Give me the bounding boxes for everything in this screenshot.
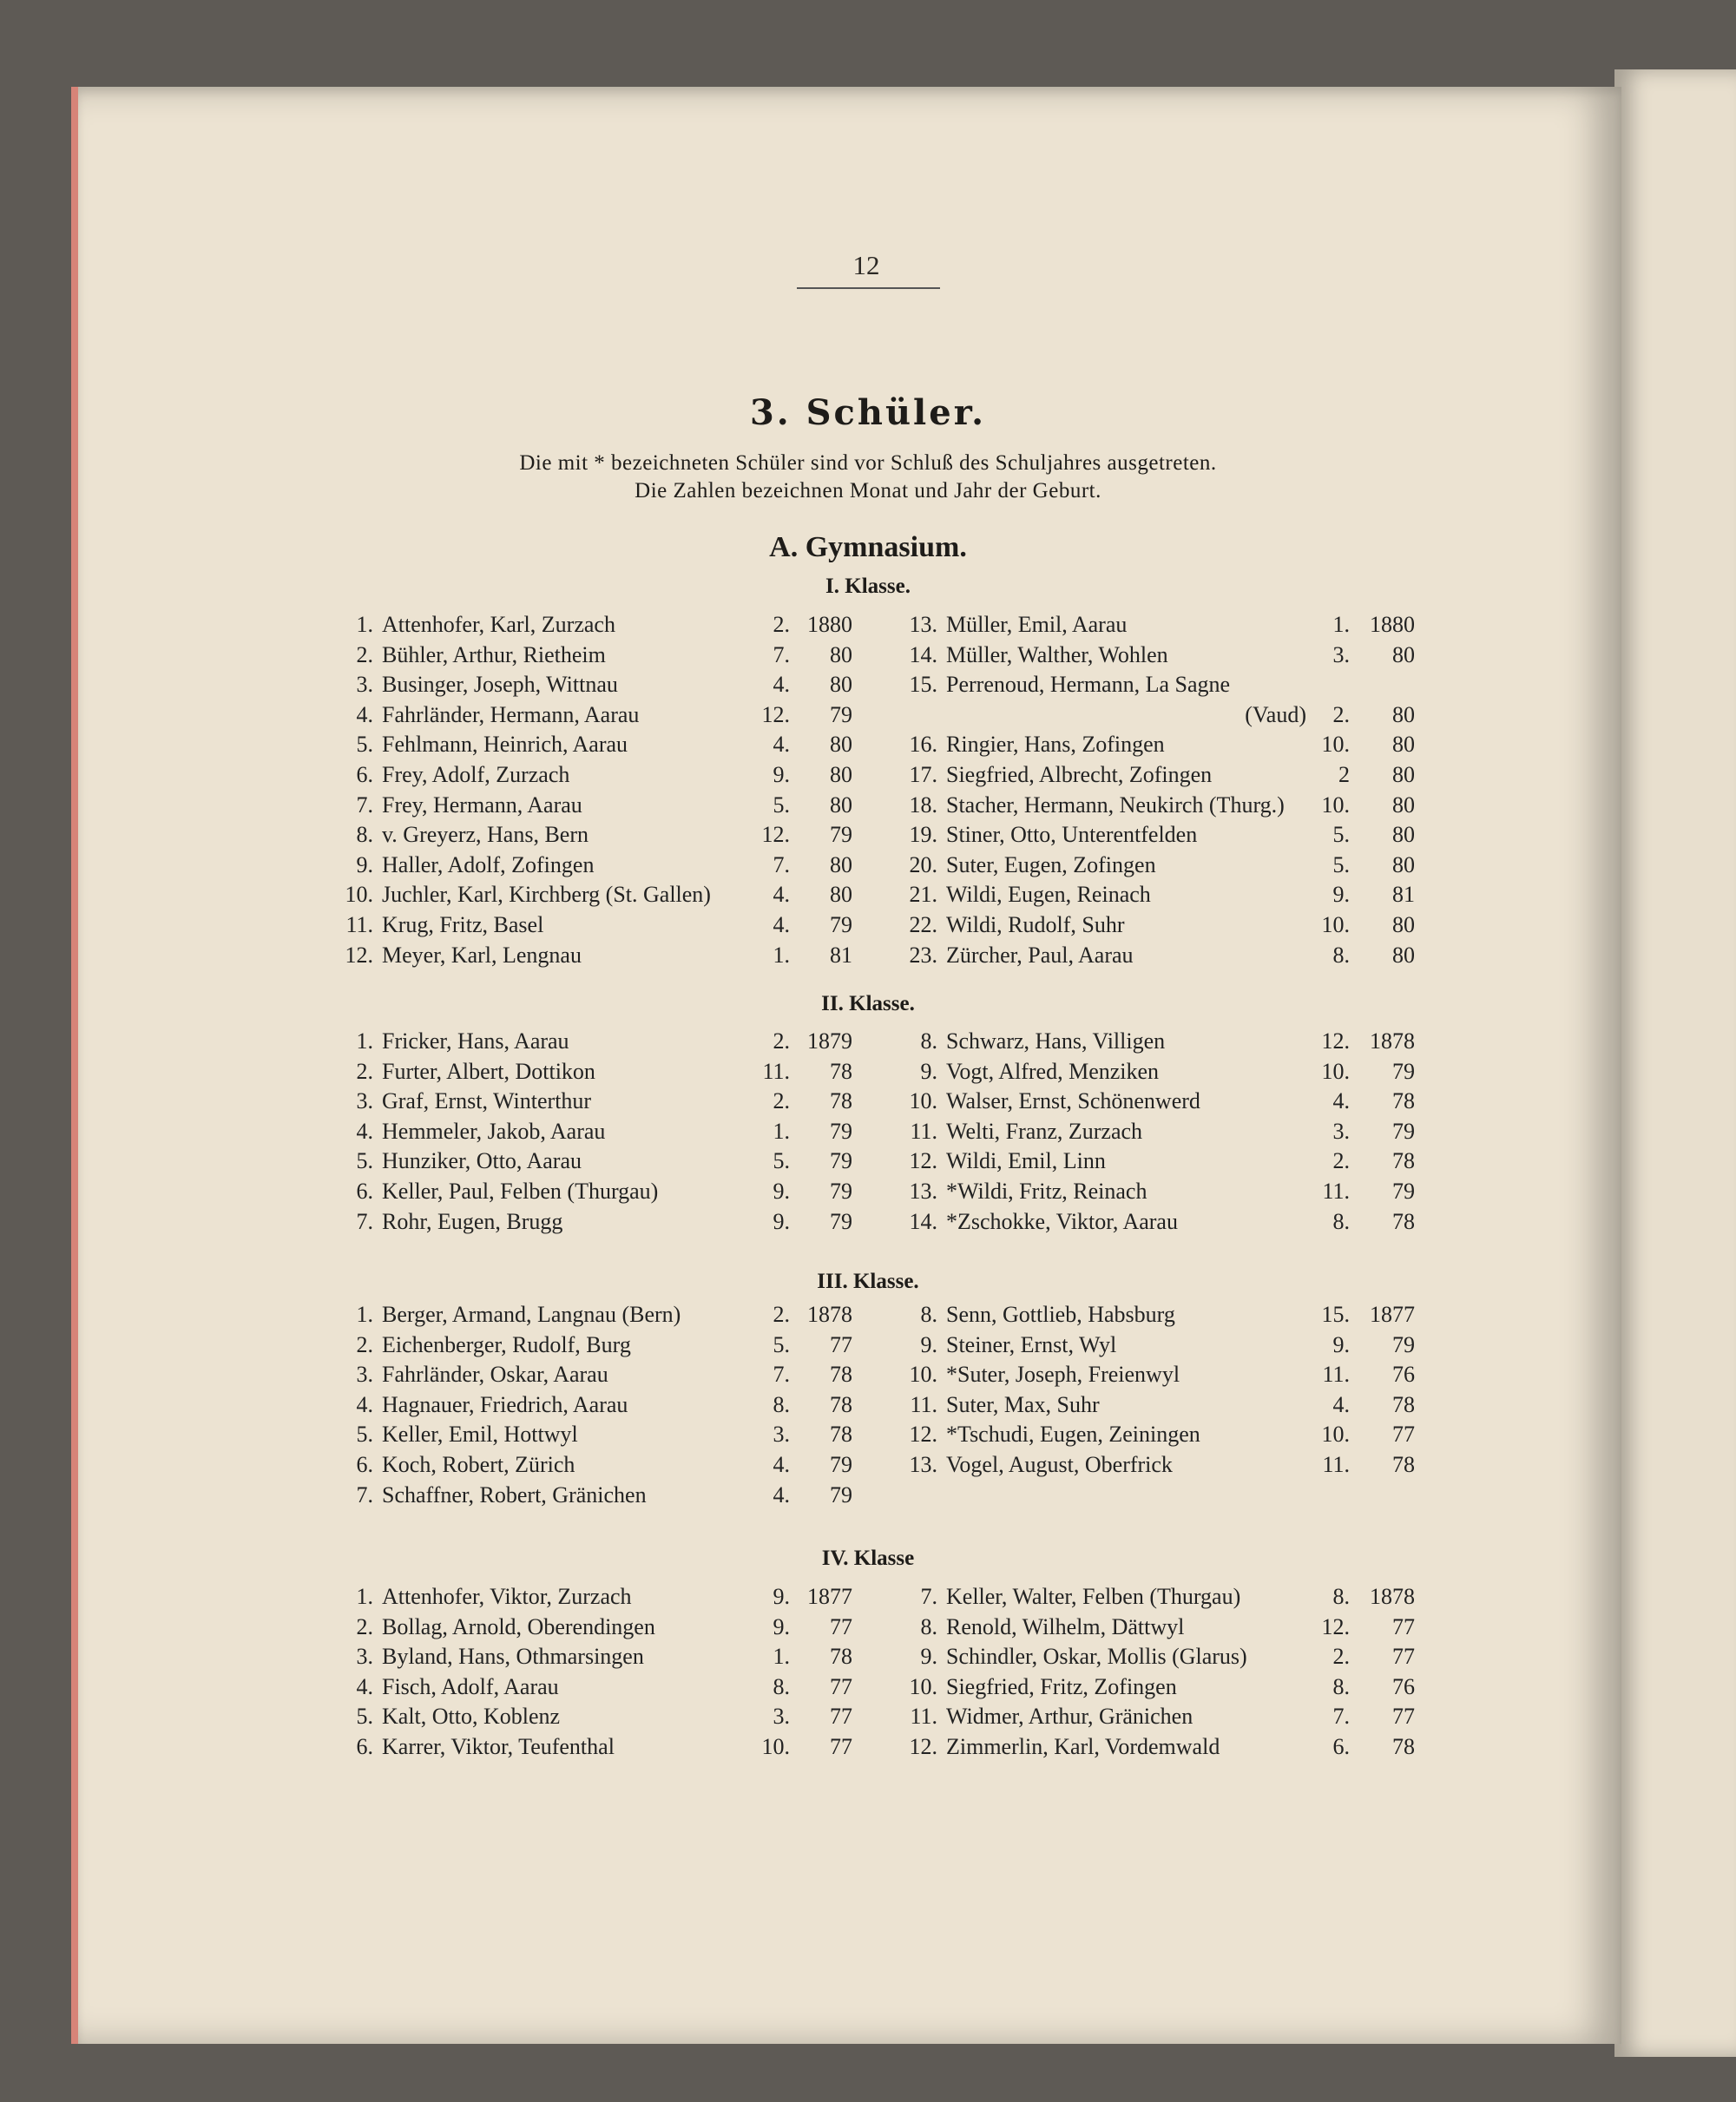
student-name: Eichenberger, Rudolf, Burg bbox=[382, 1331, 631, 1357]
gymnasium-heading: A. Gymnasium. bbox=[769, 531, 967, 563]
entry-number: 5. bbox=[356, 1148, 373, 1174]
birth-month: 5. bbox=[773, 792, 790, 818]
student-name: Berger, Armand, Langnau (Bern) bbox=[382, 1302, 681, 1327]
student-name: v. Greyerz, Hans, Bern bbox=[382, 822, 589, 848]
entry-number: 12. bbox=[909, 1148, 937, 1174]
student-name: Koch, Robert, Zürich bbox=[382, 1452, 575, 1477]
birth-month: 3. bbox=[1332, 1118, 1350, 1144]
birth-year: 78 bbox=[830, 1088, 852, 1114]
student-name: Frey, Adolf, Zurzach bbox=[382, 762, 570, 787]
birth-year: 1880 bbox=[1370, 612, 1415, 637]
birth-month: 11. bbox=[1322, 1452, 1350, 1477]
entry-number: 2. bbox=[356, 641, 373, 667]
student-name: Businger, Joseph, Wittnau bbox=[382, 672, 618, 698]
entry-number: 17. bbox=[909, 762, 937, 787]
birth-year: 77 bbox=[830, 1673, 852, 1699]
student-name: Byland, Hans, Othmarsingen bbox=[382, 1644, 644, 1670]
entry-number: 15. bbox=[909, 672, 937, 698]
birth-year: 1877 bbox=[1370, 1302, 1415, 1327]
student-name: (Vaud) bbox=[1245, 701, 1306, 727]
birth-month: 15. bbox=[1321, 1302, 1350, 1327]
birth-year: 80 bbox=[830, 792, 852, 818]
entry-number: 10. bbox=[909, 1362, 937, 1388]
birth-month: 1. bbox=[773, 1644, 790, 1670]
entry-number: 8. bbox=[920, 1028, 937, 1054]
entry-number: 5. bbox=[356, 1422, 373, 1448]
student-name: Ringier, Hans, Zofingen bbox=[946, 732, 1165, 758]
birth-month: 4. bbox=[773, 732, 790, 758]
student-name: Welti, Franz, Zurzach bbox=[946, 1118, 1143, 1144]
birth-year: 80 bbox=[1392, 912, 1415, 937]
header-rule bbox=[797, 287, 940, 289]
facing-page-edge bbox=[1614, 69, 1736, 2057]
student-name: Stacher, Hermann, Neukirch (Thurg.) bbox=[946, 792, 1285, 818]
birth-year: 77 bbox=[1392, 1644, 1415, 1670]
student-name: Keller, Paul, Felben (Thurgau) bbox=[382, 1179, 659, 1204]
student-name: Suter, Eugen, Zofingen bbox=[946, 851, 1156, 877]
student-name: Keller, Walter, Felben (Thurgau) bbox=[946, 1584, 1241, 1609]
birth-year: 78 bbox=[1392, 1088, 1415, 1114]
student-name: Suter, Max, Suhr bbox=[946, 1391, 1100, 1417]
birth-year: 79 bbox=[830, 1148, 852, 1174]
birth-month: 11. bbox=[1322, 1179, 1350, 1204]
birth-year: 80 bbox=[830, 851, 852, 877]
birth-year: 79 bbox=[1392, 1331, 1415, 1357]
birth-month: 7. bbox=[773, 851, 790, 877]
student-name: Zürcher, Paul, Aarau bbox=[946, 942, 1134, 968]
birth-year: 81 bbox=[830, 942, 852, 968]
student-name: Wildi, Emil, Linn bbox=[946, 1148, 1106, 1174]
birth-year: 80 bbox=[1392, 732, 1415, 758]
birth-year: 78 bbox=[830, 1058, 852, 1084]
birth-year: 79 bbox=[830, 912, 852, 937]
birth-month: 10. bbox=[761, 1734, 790, 1759]
entry-number: 5. bbox=[356, 1704, 373, 1730]
birth-year: 77 bbox=[1392, 1613, 1415, 1639]
student-name: Graf, Ernst, Winterthur bbox=[382, 1088, 592, 1114]
birth-year: 1880 bbox=[807, 612, 852, 637]
entry-number: 4. bbox=[356, 701, 373, 727]
student-name: Kalt, Otto, Koblenz bbox=[382, 1704, 561, 1730]
entry-number: 14. bbox=[909, 1208, 937, 1234]
entry-number: 6. bbox=[356, 762, 373, 787]
class-heading: II. Klasse. bbox=[821, 992, 915, 1015]
birth-month: 2. bbox=[1332, 1148, 1350, 1174]
birth-year: 78 bbox=[830, 1391, 852, 1417]
birth-month: 12. bbox=[761, 822, 790, 848]
entry-number: 6. bbox=[356, 1452, 373, 1477]
birth-year: 80 bbox=[1392, 701, 1415, 727]
birth-month: 4. bbox=[773, 882, 790, 908]
entry-number: 10. bbox=[345, 882, 373, 908]
entry-number: 10. bbox=[909, 1088, 937, 1114]
birth-month: 9. bbox=[773, 1613, 790, 1639]
birth-month: 2. bbox=[773, 1088, 790, 1114]
entry-number: 7. bbox=[356, 1208, 373, 1234]
entry-number: 8. bbox=[356, 822, 373, 848]
student-name: Hagnauer, Friedrich, Aarau bbox=[382, 1391, 628, 1417]
birth-month: 5. bbox=[1332, 851, 1350, 877]
student-name: Bühler, Arthur, Rietheim bbox=[382, 641, 606, 667]
student-name: Renold, Wilhelm, Dättwyl bbox=[946, 1613, 1185, 1639]
entry-number: 4. bbox=[356, 1118, 373, 1144]
birth-year: 80 bbox=[1392, 851, 1415, 877]
student-name: Stiner, Otto, Unterentfelden bbox=[946, 822, 1198, 848]
entry-number: 12. bbox=[345, 942, 373, 968]
student-name: Müller, Emil, Aarau bbox=[946, 612, 1128, 637]
birth-month: 4. bbox=[773, 672, 790, 698]
entry-number: 11. bbox=[910, 1391, 937, 1417]
student-name: Fricker, Hans, Aarau bbox=[382, 1028, 569, 1054]
birth-month: 5. bbox=[773, 1148, 790, 1174]
birth-year: 77 bbox=[830, 1331, 852, 1357]
entry-number: 4. bbox=[356, 1391, 373, 1417]
birth-year: 80 bbox=[1392, 942, 1415, 968]
birth-year: 80 bbox=[830, 882, 852, 908]
entry-number: 6. bbox=[356, 1734, 373, 1759]
birth-year: 76 bbox=[1392, 1673, 1415, 1699]
birth-month: 7. bbox=[773, 641, 790, 667]
entry-number: 7. bbox=[356, 792, 373, 818]
entry-number: 9. bbox=[920, 1644, 937, 1670]
class-heading: IV. Klasse bbox=[821, 1547, 915, 1570]
entry-number: 21. bbox=[909, 882, 937, 908]
entry-number: 1. bbox=[356, 1584, 373, 1609]
entry-number: 9. bbox=[356, 851, 373, 877]
birth-year: 79 bbox=[830, 822, 852, 848]
student-name: Fahrländer, Hermann, Aarau bbox=[382, 701, 640, 727]
birth-year: 80 bbox=[1392, 822, 1415, 848]
birth-year: 77 bbox=[830, 1613, 852, 1639]
birth-year: 79 bbox=[830, 1452, 852, 1477]
student-name: Siegfried, Albrecht, Zofingen bbox=[946, 762, 1213, 787]
entry-number: 2. bbox=[356, 1613, 373, 1639]
birth-month: 9. bbox=[773, 1208, 790, 1234]
entry-number: 9. bbox=[920, 1058, 937, 1084]
entry-number: 1. bbox=[356, 1302, 373, 1327]
birth-month: 3. bbox=[773, 1422, 790, 1448]
note-birthdates: Die Zahlen bezeichnen Monat und Jahr der Geburt. bbox=[635, 479, 1101, 503]
entry-number: 2. bbox=[356, 1058, 373, 1084]
entry-number: 7. bbox=[356, 1481, 373, 1508]
entry-number: 13. bbox=[909, 1452, 937, 1477]
birth-month: 10. bbox=[1321, 912, 1350, 937]
birth-month: 4. bbox=[1332, 1088, 1350, 1114]
birth-month: 10. bbox=[1321, 1058, 1350, 1084]
birth-month: 10. bbox=[1321, 1422, 1350, 1448]
student-name: Fahrländer, Oskar, Aarau bbox=[382, 1362, 608, 1388]
student-name: Senn, Gottlieb, Habsburg bbox=[946, 1302, 1175, 1327]
entry-number: 2. bbox=[356, 1331, 373, 1357]
birth-month: 3. bbox=[1332, 641, 1350, 667]
birth-year: 77 bbox=[830, 1704, 852, 1730]
page-number: 12 bbox=[852, 250, 880, 280]
birth-year: 81 bbox=[1392, 882, 1415, 908]
student-name: Schwarz, Hans, Villigen bbox=[946, 1028, 1166, 1054]
entry-number: 3. bbox=[356, 1644, 373, 1670]
birth-month: 11. bbox=[1322, 1362, 1350, 1388]
student-name: *Wildi, Fritz, Reinach bbox=[946, 1179, 1147, 1204]
entry-number: 1. bbox=[356, 1028, 373, 1054]
entry-number: 7. bbox=[920, 1584, 937, 1609]
birth-year: 80 bbox=[830, 732, 852, 758]
student-name: Widmer, Arthur, Gränichen bbox=[946, 1704, 1194, 1730]
birth-month: 7. bbox=[1332, 1704, 1350, 1730]
entry-number: 22. bbox=[909, 912, 937, 937]
birth-year: 1878 bbox=[1370, 1584, 1415, 1609]
student-name: Karrer, Viktor, Teufenthal bbox=[382, 1734, 615, 1759]
entry-number: 11. bbox=[345, 912, 373, 937]
student-name: Juchler, Karl, Kirchberg (St. Gallen) bbox=[382, 882, 711, 908]
birth-year: 79 bbox=[1392, 1179, 1415, 1204]
student-name: Krug, Fritz, Basel bbox=[382, 912, 544, 937]
birth-year: 80 bbox=[830, 672, 852, 698]
birth-year: 79 bbox=[830, 1481, 852, 1508]
birth-month: 1. bbox=[1332, 612, 1350, 637]
birth-month: 2. bbox=[773, 1028, 790, 1054]
birth-month: 8. bbox=[773, 1391, 790, 1417]
entry-number: 12. bbox=[909, 1734, 937, 1759]
entry-number: 3. bbox=[356, 1362, 373, 1388]
birth-year: 78 bbox=[1392, 1452, 1415, 1477]
birth-month: 1. bbox=[773, 942, 790, 968]
birth-year: 79 bbox=[830, 1208, 852, 1234]
birth-month: 7. bbox=[773, 1362, 790, 1388]
birth-year: 1878 bbox=[807, 1302, 852, 1327]
birth-month: 5. bbox=[773, 1331, 790, 1357]
entry-number: 9. bbox=[920, 1331, 937, 1357]
student-name: Wildi, Rudolf, Suhr bbox=[946, 912, 1125, 937]
entry-number: 8. bbox=[920, 1613, 937, 1639]
birth-year: 78 bbox=[1392, 1391, 1415, 1417]
student-name: Frey, Hermann, Aarau bbox=[382, 792, 582, 818]
birth-month: 8. bbox=[1332, 1208, 1350, 1234]
student-name: Hunziker, Otto, Aarau bbox=[382, 1148, 582, 1174]
birth-month: 2. bbox=[1332, 1644, 1350, 1670]
birth-month: 10. bbox=[1321, 792, 1350, 818]
birth-year: 76 bbox=[1392, 1362, 1415, 1388]
birth-month: 2 bbox=[1338, 762, 1350, 787]
birth-year: 80 bbox=[1392, 641, 1415, 667]
student-name: Müller, Walther, Wohlen bbox=[946, 641, 1168, 667]
student-name: Meyer, Karl, Lengnau bbox=[382, 942, 582, 968]
birth-year: 78 bbox=[1392, 1734, 1415, 1759]
birth-month: 8. bbox=[1332, 942, 1350, 968]
entry-number: 11. bbox=[910, 1118, 937, 1144]
entry-number: 16. bbox=[909, 732, 937, 758]
entry-number: 3. bbox=[356, 1088, 373, 1114]
birth-year: 78 bbox=[1392, 1208, 1415, 1234]
student-name: Haller, Adolf, Zofingen bbox=[382, 851, 595, 877]
birth-month: 12. bbox=[761, 701, 790, 727]
birth-year: 78 bbox=[830, 1422, 852, 1448]
birth-month: 9. bbox=[773, 1584, 790, 1609]
birth-month: 9. bbox=[773, 762, 790, 787]
student-name: Vogt, Alfred, Menziken bbox=[946, 1058, 1160, 1084]
entry-number: 8. bbox=[920, 1302, 937, 1327]
birth-month: 9. bbox=[1332, 1331, 1350, 1357]
birth-year: 80 bbox=[830, 641, 852, 667]
entry-number: 14. bbox=[909, 641, 937, 667]
class-heading: III. Klasse. bbox=[817, 1270, 919, 1293]
entry-number: 13. bbox=[909, 612, 937, 637]
entry-number: 12. bbox=[909, 1422, 937, 1448]
birth-month: 2. bbox=[1332, 701, 1350, 727]
birth-month: 2. bbox=[773, 612, 790, 637]
birth-year: 1879 bbox=[807, 1028, 852, 1054]
birth-month: 8. bbox=[1332, 1673, 1350, 1699]
birth-month: 4. bbox=[773, 1481, 790, 1508]
student-name: *Suter, Joseph, Freienwyl bbox=[946, 1362, 1180, 1388]
entry-number: 23. bbox=[909, 942, 937, 968]
student-name: *Tschudi, Eugen, Zeiningen bbox=[946, 1422, 1200, 1448]
birth-year: 78 bbox=[830, 1362, 852, 1388]
birth-month: 8. bbox=[773, 1673, 790, 1699]
student-name: Fisch, Adolf, Aarau bbox=[382, 1673, 559, 1699]
student-name: Furter, Albert, Dottikon bbox=[382, 1058, 595, 1084]
entry-number: 1. bbox=[356, 612, 373, 637]
student-name: Keller, Emil, Hottwyl bbox=[382, 1422, 578, 1448]
birth-year: 80 bbox=[1392, 792, 1415, 818]
birth-month: 4. bbox=[773, 912, 790, 937]
student-name: Attenhofer, Viktor, Zurzach bbox=[382, 1584, 632, 1609]
birth-month: 11. bbox=[762, 1058, 790, 1084]
student-name: Walser, Ernst, Schönenwerd bbox=[946, 1088, 1200, 1114]
birth-year: 78 bbox=[830, 1644, 852, 1670]
student-name: Bollag, Arnold, Oberendingen bbox=[382, 1613, 655, 1639]
birth-month: 10. bbox=[1321, 732, 1350, 758]
birth-month: 8. bbox=[1332, 1584, 1350, 1609]
student-name: Schaffner, Robert, Gränichen bbox=[382, 1481, 647, 1508]
entry-number: 10. bbox=[909, 1673, 937, 1699]
birth-year: 79 bbox=[830, 1118, 852, 1144]
birth-month: 4. bbox=[1332, 1391, 1350, 1417]
birth-month: 4. bbox=[773, 1452, 790, 1477]
birth-year: 79 bbox=[1392, 1118, 1415, 1144]
student-name: Rohr, Eugen, Brugg bbox=[382, 1208, 563, 1234]
birth-year: 79 bbox=[830, 701, 852, 727]
student-name: Hemmeler, Jakob, Aarau bbox=[382, 1118, 606, 1144]
student-name: Zimmerlin, Karl, Vordemwald bbox=[946, 1734, 1220, 1759]
entry-number: 6. bbox=[356, 1179, 373, 1204]
birth-year: 79 bbox=[830, 1179, 852, 1204]
entry-number: 18. bbox=[909, 792, 937, 818]
student-name: Wildi, Eugen, Reinach bbox=[946, 882, 1151, 908]
class-heading: I. Klasse. bbox=[825, 575, 911, 598]
entry-number: 13. bbox=[909, 1179, 937, 1204]
student-name: Attenhofer, Karl, Zurzach bbox=[382, 612, 615, 637]
birth-year: 80 bbox=[830, 762, 852, 787]
birth-year: 80 bbox=[1392, 762, 1415, 787]
entry-number: 3. bbox=[356, 672, 373, 698]
entry-number: 11. bbox=[910, 1704, 937, 1730]
birth-month: 9. bbox=[773, 1179, 790, 1204]
birth-month: 1. bbox=[773, 1118, 790, 1144]
birth-month: 12. bbox=[1321, 1028, 1350, 1054]
student-name: *Zschokke, Viktor, Aarau bbox=[946, 1208, 1178, 1234]
birth-month: 9. bbox=[1332, 882, 1350, 908]
birth-year: 1878 bbox=[1370, 1028, 1415, 1054]
student-name: Vogel, August, Oberfrick bbox=[946, 1452, 1173, 1477]
note-withdrawn: Die mit * bezeichneten Schüler sind vor Schluß des Schuljahres ausgetreten. bbox=[519, 451, 1217, 475]
birth-month: 6. bbox=[1332, 1734, 1350, 1759]
birth-year: 79 bbox=[1392, 1058, 1415, 1084]
birth-year: 1877 bbox=[807, 1584, 852, 1609]
birth-month: 12. bbox=[1321, 1613, 1350, 1639]
entry-number: 5. bbox=[356, 732, 373, 758]
birth-month: 3. bbox=[773, 1704, 790, 1730]
student-name: Siegfried, Fritz, Zofingen bbox=[946, 1673, 1177, 1699]
student-name: Steiner, Ernst, Wyl bbox=[946, 1331, 1117, 1357]
student-name: Schindler, Oskar, Mollis (Glarus) bbox=[946, 1644, 1247, 1670]
student-name: Perrenoud, Hermann, La Sagne bbox=[946, 672, 1231, 698]
birth-month: 5. bbox=[1332, 822, 1350, 848]
birth-month: 2. bbox=[773, 1302, 790, 1327]
birth-year: 77 bbox=[830, 1734, 852, 1759]
birth-year: 78 bbox=[1392, 1148, 1415, 1174]
birth-year: 77 bbox=[1392, 1422, 1415, 1448]
student-name: Fehlmann, Heinrich, Aarau bbox=[382, 732, 628, 758]
entry-number: 20. bbox=[909, 851, 937, 877]
entry-number: 4. bbox=[356, 1673, 373, 1699]
section-title: 3. Schüler. bbox=[749, 392, 987, 433]
birth-year: 77 bbox=[1392, 1704, 1415, 1730]
entry-number: 19. bbox=[909, 822, 937, 848]
